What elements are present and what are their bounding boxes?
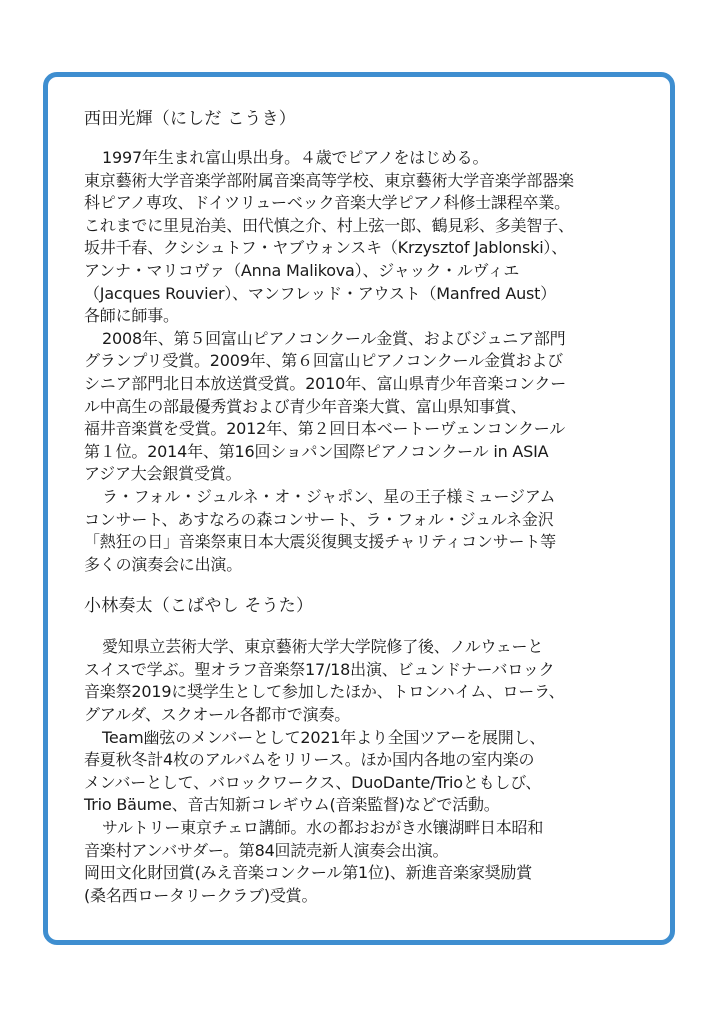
bio-line: 第１位。2014年、第16回ショパン国際ピアノコンクール in ASIA — [84, 441, 549, 461]
bio-line: 音楽祭2019に奨学生として参加したほか、トロンハイム、ローラ、 — [84, 682, 565, 702]
bio-line: 多くの演奏会に出演。 — [84, 554, 243, 574]
bio-line: （Jacques Rouvier）、マンフレッド・アウスト（Manfred Aust） — [84, 283, 557, 303]
performer-name: 小林奏太（こばやし そうた） — [84, 596, 314, 617]
bio-line: 2008年、第５回富山ピアノコンクール金賞、およびジュニア部門 — [102, 328, 566, 348]
bio-line: シニア部門北日本放送賞受賞。2010年、富山県青少年音楽コンクー — [84, 373, 566, 393]
bio-line: これまでに里見治美、田代慎之介、村上弦一郎、鶴見彩、多美智子、 — [84, 215, 574, 235]
bio-line: 音楽村アンバサダー。第84回読売新人演奏会出演。 — [84, 840, 449, 860]
performer-bio — [84, 636, 674, 907]
bio-line: 春夏秋冬計4枚のアルバムをリリース。ほか国内各地の室内楽の — [84, 750, 535, 770]
performer-bio — [84, 147, 674, 576]
bio-line: グランプリ受賞。2009年、第６回富山ピアノコンクール金賞および — [84, 351, 563, 371]
bio-line: Team幽弦のメンバーとして2021年より全国ツアーを展開し、 — [102, 727, 546, 747]
bio-line: 福井音楽賞を受賞。2012年、第２回日本ベートーヴェンコンクール — [84, 419, 566, 439]
profile-section-nishida — [84, 106, 674, 576]
bio-line: 東京藝術大学音楽学部附属音楽高等学校、東京藝術大学音楽学部器楽 — [84, 170, 574, 190]
bio-line: ル中高生の部最優秀賞および青少年音楽大賞、富山県知事賞、 — [84, 396, 527, 416]
bio-line: アジア大会銀賞受賞。 — [84, 464, 242, 484]
bio-line: グアルダ、スクオール各都市で演奏。 — [84, 705, 351, 725]
bio-line: メンバーとして、バロックワークス、DuoDante/Trioともしび、 — [84, 772, 542, 792]
bio-line: Trio Bäume、音古知新コレギウム(音楽監督)などで活動。 — [84, 795, 500, 815]
bio-line: 科ピアノ専攻、ドイツリューベック音楽大学ピアノ科修士課程卒業。 — [84, 193, 570, 213]
bio-line: 愛知県立芸術大学、東京藝術大学大学院修了後、ノルウェーと — [102, 637, 544, 657]
bio-line: コンサート、あすなろの森コンサート、ラ・フォル・ジュルネ金沢 — [84, 509, 554, 529]
bio-line: 「熱狂の日」音楽祭東日本大震災復興支援チャリティコンサート等 — [84, 532, 556, 552]
bio-line: スイスで学ぶ。聖オラフ音楽祭17/18出演、ビュンドナーバロック — [84, 659, 555, 679]
bio-line: ラ・フォル・ジュルネ・オ・ジャポン、星の王子様ミュージアム — [102, 486, 556, 506]
bio-line: アンナ・マリコヴァ（Anna Malikova）、ジャック・ルヴィエ — [84, 260, 520, 280]
bio-line: (桑名西ロータリークラブ)受賞。 — [84, 885, 318, 905]
bio-line: 1997年生まれ富山県出身。４歳でピアノをはじめる。 — [102, 148, 489, 167]
bio-line: サルトリー東京チェロ講師。水の都おおがき水镶湖畔日本昭和 — [102, 818, 544, 838]
bio-line: 岡田文化財団賞(みえ音楽コンクール第1位)、新進音楽家奨励賞 — [84, 863, 533, 883]
bio-line: 各師に師事。 — [84, 306, 179, 326]
profile-content — [84, 106, 674, 907]
bio-line: 坂井千春、クシシュトフ・ヤブウォンスキ（Krzysztof Jablonski）、 — [84, 238, 568, 258]
profile-section-kobayashi — [84, 593, 674, 907]
performer-name: 西田光輝（にしだ こうき） — [84, 109, 297, 129]
